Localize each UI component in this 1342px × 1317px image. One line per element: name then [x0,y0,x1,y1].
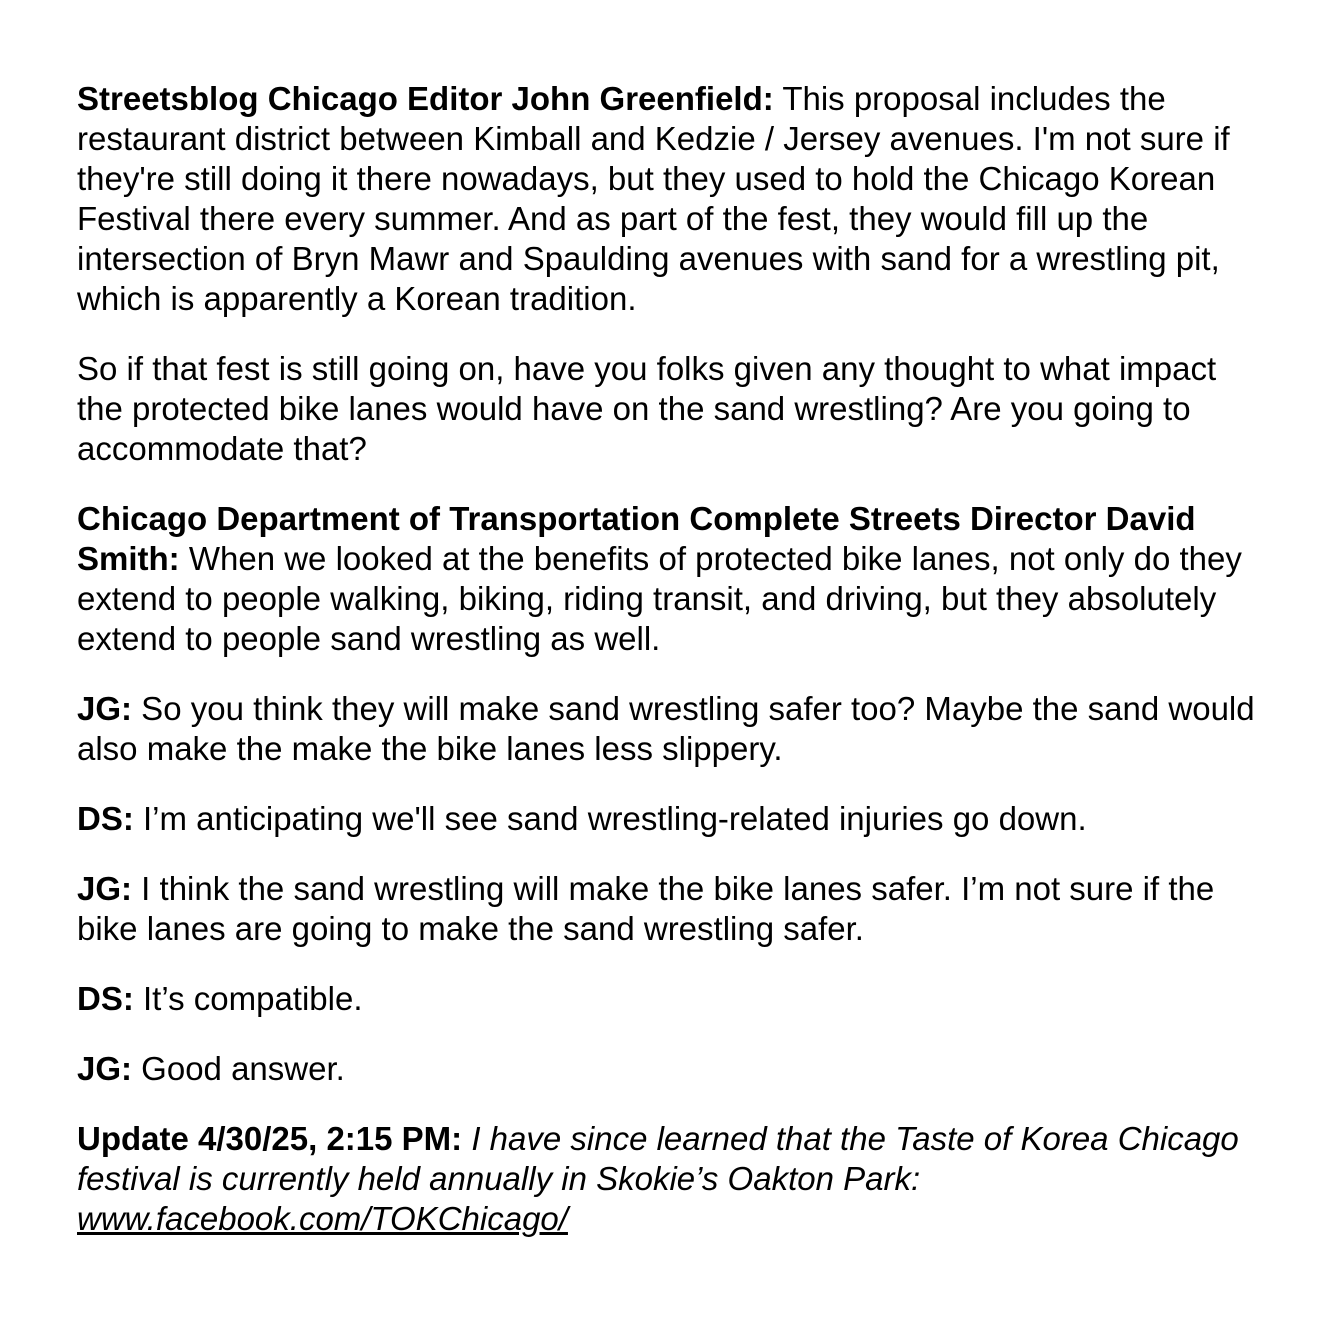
paragraph-text: I’m anticipating we'll see sand wrestling-related injuries go down. [133,800,1087,837]
speaker-label: DS: [77,980,134,1017]
update-label: Update 4/30/25, 2:15 PM: [77,1120,463,1157]
transcript-paragraph-5 [77,799,1257,839]
speaker-label: JG: [77,870,133,907]
transcript-paragraph-2 [77,349,1257,469]
paragraph-text: So if that fest is still going on, have you folks given any thought to what impact the protected bike lanes would have on the sand wrestling? Are you going to accommodate that? [77,350,1217,467]
transcript-paragraph-4 [77,689,1257,769]
speaker-label: DS: [77,800,134,837]
update-note [77,1119,1257,1239]
paragraph-text: Good answer. [132,1050,345,1087]
speaker-label: JG: [77,1050,133,1087]
transcript-paragraph-3 [77,499,1257,659]
paragraph-text: When we looked at the benefits of protected bike lanes, not only do they extend to people walking, biking, riding transit, and driving, but they absolutely extend to people sand wrestling as well. [77,540,1242,657]
paragraph-text: It’s compatible. [133,980,363,1017]
speaker-label: JG: [77,690,133,727]
transcript-paragraph-7 [77,979,1257,1019]
update-text: I have since learned that the Taste of Korea Chicago festival is currently held annually in Skokie’s Oakton Park: [77,1120,1239,1197]
transcript-paragraph-8 [77,1049,1257,1089]
transcript-paragraph-1 [77,79,1257,319]
paragraph-text: So you think they will make sand wrestling safer too? Maybe the sand would also make the make the bike lanes less slippery. [77,690,1255,767]
speaker-label: Streetsblog Chicago Editor John Greenfield: [77,80,774,117]
article-body [77,79,1257,1269]
paragraph-text: I think the sand wrestling will make the bike lanes safer. I’m not sure if the bike lanes are going to make the sand wrestling safer. [77,870,1215,947]
speaker-label: Chicago Department of Transportation Complete Streets Director David Smith: [77,500,1196,577]
facebook-link[interactable]: www.facebook.com/TOKChicago/ [77,1200,568,1237]
transcript-paragraph-6 [77,869,1257,949]
paragraph-text: This proposal includes the restaurant district between Kimball and Kedzie / Jersey avenues. I'm not sure if they're still doing it there nowadays, but they used to hold the Chicago Korean Festival there every summer. And as part of the fest, they would fill up the intersection of Bryn Mawr and Spaulding avenues with sand for a wrestling pit, which is apparently a Korean tradition. [77,80,1230,317]
